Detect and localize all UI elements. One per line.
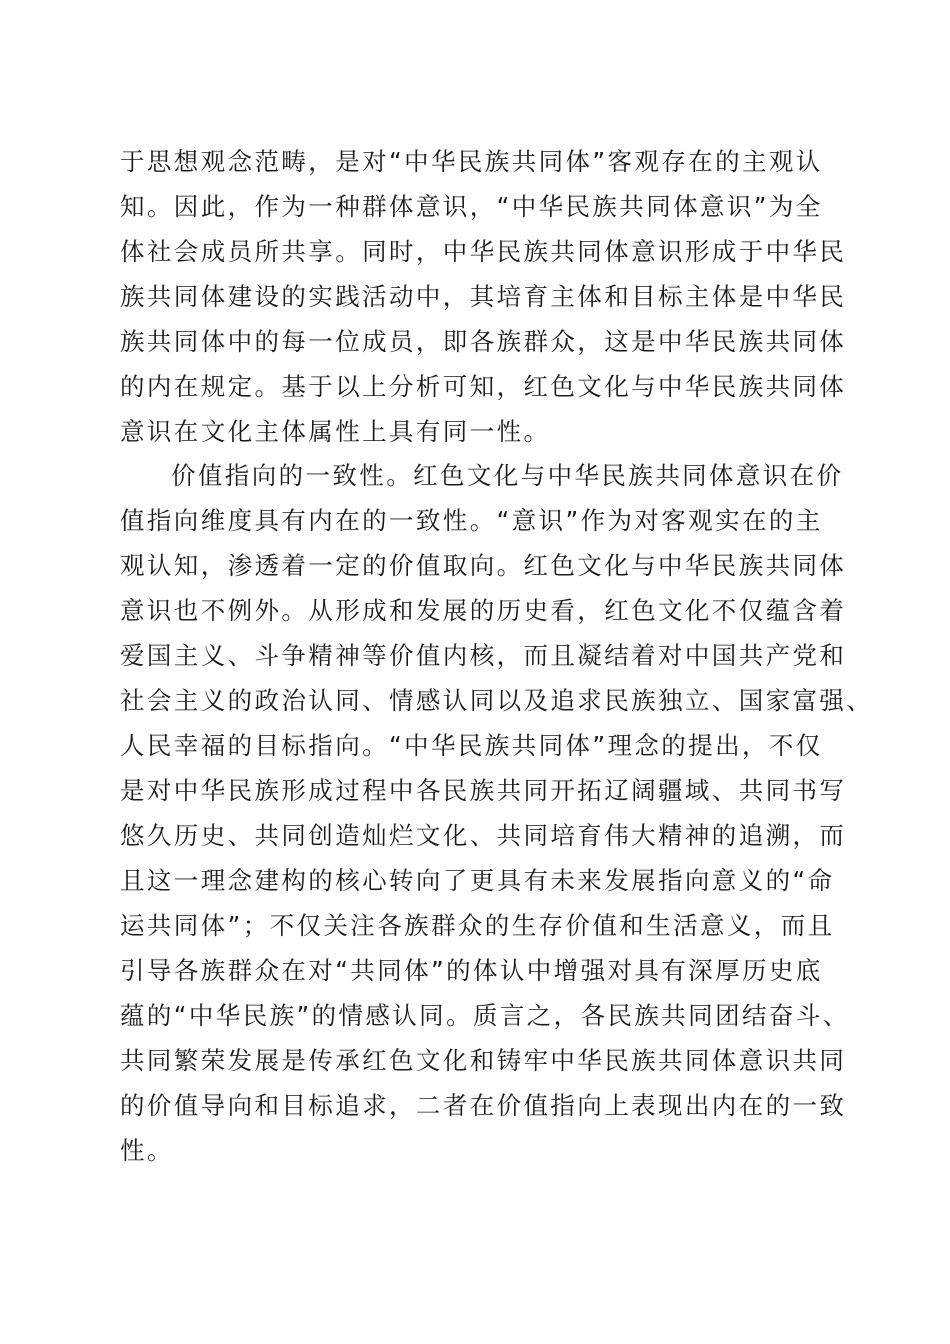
text-line: 性。 [120,1136,174,1165]
text-line: 知。因此，作为一种群体意识，“中华民族共同体意识”为全 [120,192,823,221]
text-line: 人民幸福的目标指向。“中华民族共同体”理念的提出，不仅 [120,731,823,760]
text-line: 体社会成员所共享。同时，中华民族共同体意识形成于中华民 [120,237,847,266]
text-line: 价值指向的一致性。红色文化与中华民族共同体意识在价 [171,461,844,490]
text-line: 运共同体”；不仅关注各族群众的生存价值和生活意义，而且 [120,911,835,940]
text-line: 意识在文化主体属性上具有同一性。 [120,417,551,446]
text-line: 社会主义的政治认同、情感认同以及追求民族独立、国家富强、 [120,686,874,715]
text-line: 意识也不例外。从形成和发展的历史看，红色文化不仅蕴含着 [120,596,847,625]
text-line: 引导各族群众在对“共同体”的体认中增强对具有深厚历史底 [120,956,823,985]
text-line: 且这一理念建构的核心转向了更具有未来发展指向意义的“命 [120,866,835,895]
text-line: 的内在规定。基于以上分析可知，红色文化与中华民族共同体 [120,372,847,401]
text-line: 爱国主义、斗争精神等价值内核，而且凝结着对中国共产党和 [120,641,847,670]
text-line: 悠久历史、共同创造灿烂文化、共同培育伟大精神的追溯，而 [120,821,847,850]
text-line: 蕴的“中华民族”的情感认同。质言之，各民族共同团结奋斗、 [120,1001,850,1030]
text-line: 于思想观念范畴，是对“中华民族共同体”客观存在的主观认 [120,147,823,176]
text-line: 族共同体建设的实践活动中，其培育主体和目标主体是中华民 [120,282,847,311]
text-line: 值指向维度具有内在的一致性。“意识”作为对客观实在的主 [120,506,823,535]
text-line: 的价值导向和目标追求，二者在价值指向上表现出内在的一致 [120,1091,847,1120]
text-line: 是对中华民族形成过程中各民族共同开拓辽阔疆域、共同书写 [120,776,847,805]
text-line: 共同繁荣发展是传承红色文化和铸牢中华民族共同体意识共同 [120,1046,847,1075]
text-line: 观认知，渗透着一定的价值取向。红色文化与中华民族共同体 [120,551,847,580]
text-line: 族共同体中的每一位成员，即各族群众，这是中华民族共同体 [120,327,847,356]
